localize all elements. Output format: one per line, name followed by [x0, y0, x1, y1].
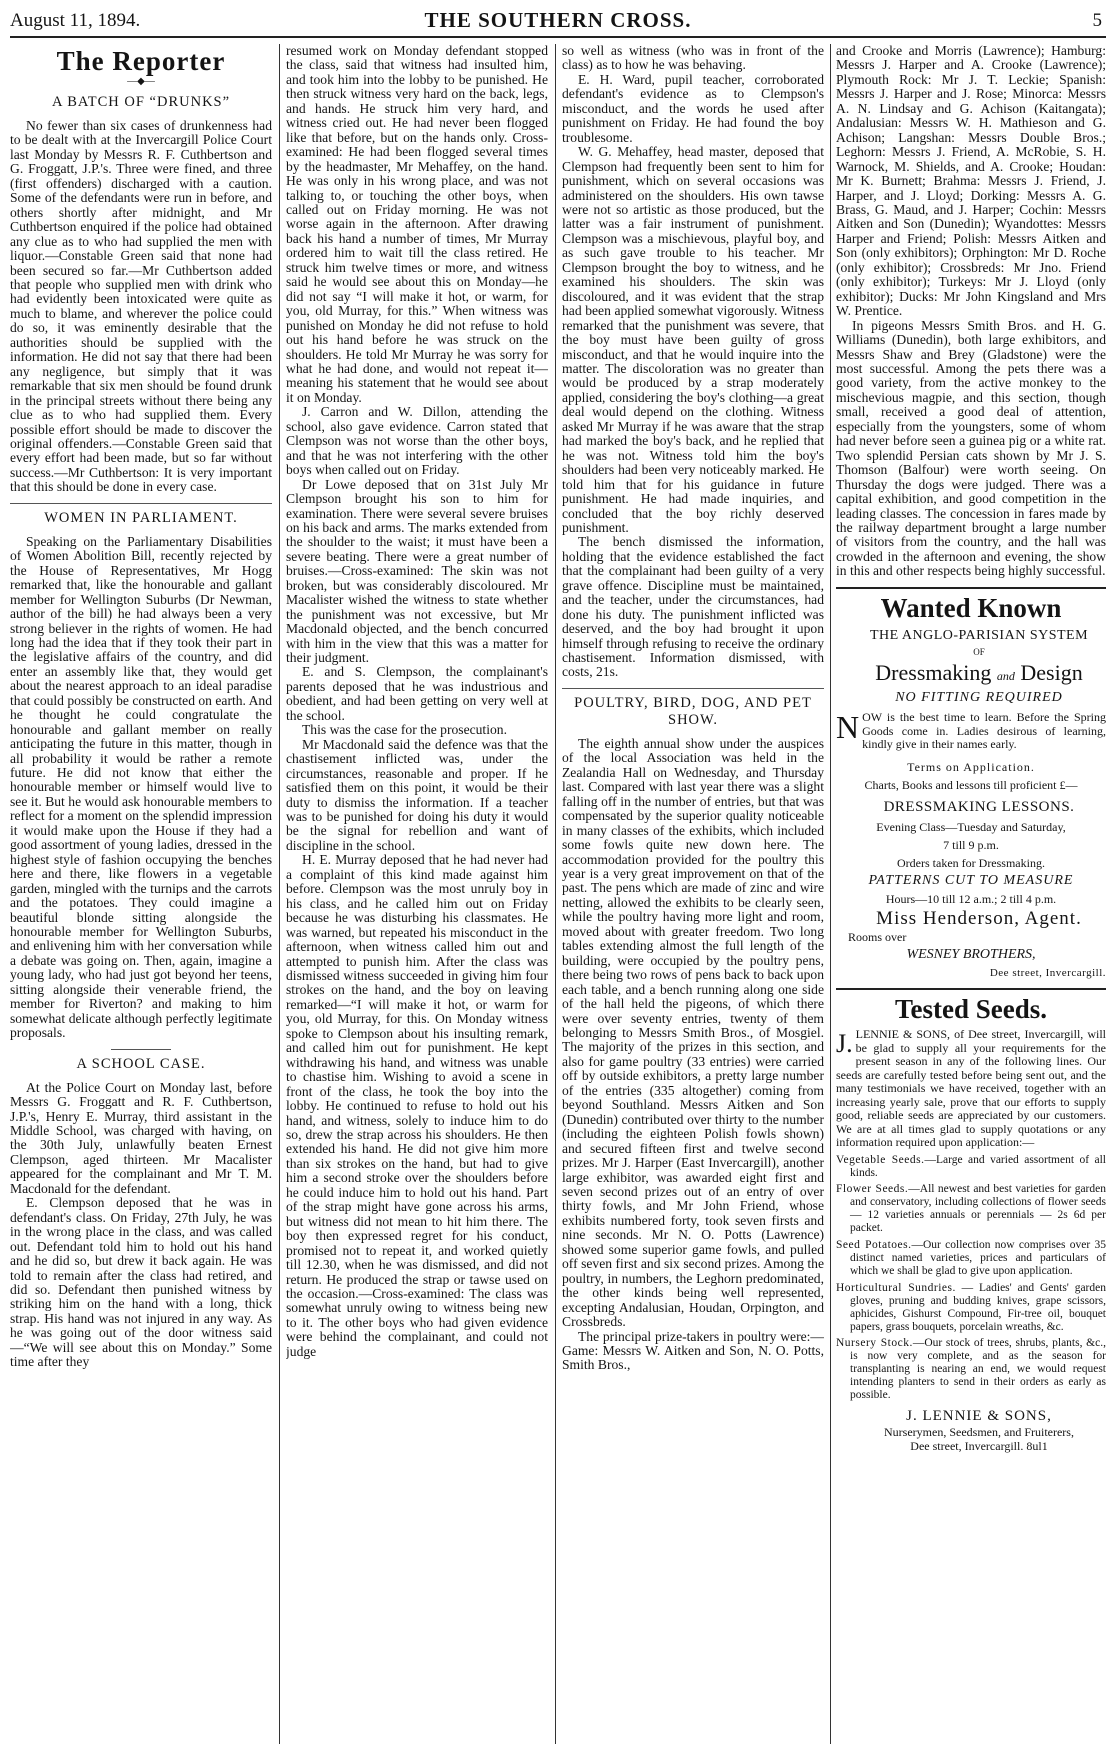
article-heading: WOMEN IN PARLIAMENT. [44, 509, 238, 526]
ad-tagline: NO FITTING REQUIRED [895, 689, 1063, 705]
ad-firm-trade: Nurserymen, Seedsmen, and Fruiterers, [884, 1424, 1074, 1439]
ad-firm-name: J. LENNIE & SONS, [906, 1407, 1052, 1424]
ad-title-and: and [996, 668, 1015, 683]
article-paragraph: At the Police Court on Monday last, before Messrs G. Froggatt and R. F. Cuthbertson, J.P.'s, Henry E. Murray, third assistant in the Middle School, was charged with having, on the 30th July, unlawfully beaten Ernest Clempson, aged thirteen. Mr Macalister appeared for the complainant and Mr T. M. Macdonald for the defendant. [10, 1079, 272, 1196]
ad-of: OF [973, 646, 985, 657]
article-heading: POULTRY, BIRD, DOG, AND PET SHOW. [574, 694, 812, 728]
newspaper-page [10, 6, 1106, 1746]
ad-terms: Terms on Application. [907, 759, 1035, 774]
ad-body [836, 711, 1106, 752]
ad-firm-street: Dee street, Invercargill. [910, 1438, 1024, 1453]
article-paragraph: The bench dismissed the information, holding that the evidence established the fact that the complainant had been guilty of a very grave offence. Discipline must be maintained, and the teacher, under the circumstances, had done his duty. The punishment inflicted was deserved, and the boy had brought it upon himself through refusing to receive the ordinary chastisement. Information dismissed, with costs, 21s. [562, 534, 824, 680]
ad-address: Dee street, Invercargill. [989, 967, 1106, 980]
seed-list-key: Seed Potatoes. [836, 1239, 912, 1252]
ad-lessons: DRESSMAKING LESSONS. [883, 798, 1075, 815]
article-paragraph: E. and S. Clempson, the complainant's parents deposed that he was industrious and obedient, and had been getting on very well at the school. [286, 664, 548, 723]
article-paragraph: Mr Macdonald said the defence was that the chastisement inflicted was, under the circumstances, reasonable and proper. If he satisfied them on this point, it would be their duty to dismiss the information. If a teacher was to be punished for doing his duty it would be the signal for rebellion and want of discipline in the school. [286, 736, 548, 853]
seed-list-value: —Our collection now comprises over 35 distinct named varieties, prices and particulars of which we shall be glad to give upon application. [850, 1239, 1106, 1277]
article-paragraph: and Crooke and Morris (Lawrence); Hamburg: Messrs J. Harper and A. Crooke (Lawrence); Plymouth Rock: Mr J. T. Leckie; Spanish: Messrs J. Harper and J. Rose; Minorca: Messrs A. N. Lindsay and G. Achison (Kaitangata); Andalusian: Messrs W. H. Mathieson and G. Achison; Langshan: Messrs Double Bros.; Leghorn: Messrs J. Friend, A. McRobie, S. H. Warnock, M. Shields, and A. Crooke; Houdan: Mr K. Burnett; Brahma: Messrs J. Friend, J. Harper, and J. Lloyd; Dorking: Messrs A. G. Brass, G. Maud, and J. Harper; Cochin: Messrs Aitken and Son (Dunedin); Wyandottes: Messrs Harper and Friend; Polish: Messrs Aitken and Son (only exhibitors); Orphington: Mr D. Roche (only exhibitor); Crossbreds: Mr Jno. Friend (only exhibitor); Turkeys: Mr J. Lloyd (only exhibitor); Ducks: Mr John Kingsland and Mrs W. Prentice. [836, 44, 1106, 319]
ad-agent: Miss Henderson, Agent. [876, 907, 1082, 929]
ad-hours: Hours—10 till 12 a.m.; 2 till 4 p.m. [885, 891, 1057, 906]
ad-patterns: PATTERNS CUT TO MEASURE [868, 872, 1074, 888]
ad-headline: Tested Seeds. [894, 994, 1048, 1025]
ad-rooms: Rooms over [848, 930, 907, 945]
column-rule [830, 44, 831, 1744]
article-paragraph: Speaking on the Parliamentary Disabilities of Women Abolition Bill, recently rejected by the House of Representatives, Mr Hogg remarked that, like the honourable and gallant member for Wellington Suburbs (Dr Newman, author of the bill) he had always been a very strong believer in the rights of women. He had long had the idea that if they took their part in the legislative affairs of the country, and did enter an assembly like that, they would get about the nearest approach to an ideal paradise that could possibly be constructed on earth. And he thought he could congratulate the honourable and gallant member on really anticipating the future in this matter, though in all probability it would be rather a remote future. He did not know that either the honourable member or himself would live to see it. But he would ask honourable members to reflect for a moment on the splendid impression it would make upon the House if they had a good assortment of young ladies, dressed in the highest style of fashion occupying the benches here and there, like flowers in a vegetable garden, mingled with the turnips and the carrots and the potatoes. They could imagine a beautiful blonde sitting alongside the honourable member for Wellington Suburbs, and enlivening him with her conversation while a debate was going on. Then, again, imagine a young lady, who had just got beyond her teens, sitting alongside their venerable friend, the member for Riverton? and making to him somewhat delicate although perfectly legitimate proposals. [10, 533, 272, 1041]
ad-orders: Orders taken for Dressmaking. [897, 855, 1045, 870]
seed-list-value: —All newest and best varieties for garden and conservatory, including collections of flower seeds — 12 varieties annuals or perennials — 2s 6d per packet. [850, 1183, 1106, 1235]
ad-code: 8ul1 [1026, 1438, 1048, 1453]
advertisement-seeds [836, 988, 1106, 1453]
seed-list-item [836, 1154, 1106, 1180]
masthead [10, 6, 1106, 38]
ad-subhead: THE ANGLO-PARISIAN SYSTEM [869, 627, 1089, 643]
ad-body [836, 1028, 1106, 1150]
seed-list-value: —Large and varied assortment of all kinds. [850, 1153, 1106, 1179]
article-paragraph: E. Clempson deposed that he was in defendant's class. On Friday, 27th July, he was in the wrong place in the class, and was called out. Defendant told him to hold out his hand and he did so, but drew it back again. He was told to remain after the class had retired, and did so. Defendant then punished witness by striking him on the hand with a long, thick strap. His hand was not injured in any way. As he was going out of the door witness said—“We will see about this on Monday.” Some time after they [10, 1195, 272, 1370]
article-paragraph: No fewer than six cases of drunkenness had to be dealt with at the Invercargill Police Court last Monday by Messrs R. F. Cuthbertson and G. Froggatt, J.P.'s. Three were fined, and three (first offenders) discharged with a caution. Some of the defendants were run in before, and others shortly after midnight, and Mr Cuthbertson enquired if the police had obtained any clue as to who had supplied the men with liquor.—Constable Green said that none had been secured so far.—Mr Cuthbertson added that people who supplied men with drink who had evidently been intoxicated were quite as much to blame, and wherever the police could do so, it was eminently desirable that the authorities should be supplied with the information. He did not say that there had been any negligence, but simply that it was remarkable that six men should be found drunk in the principal streets without there being any clue as to who had supplied them. Every possible effort should be made to discover the original offenders.—Constable Green said that every effort had been made, but so far without success.—Mr Cuthbertson: It is very important that this should be done in every case. [10, 118, 272, 495]
ad-body-text: OW is the best time to learn. Before the Spring Goods come in. Ladies desirous of learning, kindly give in their names early. [862, 710, 1106, 752]
ad-wesney: WESNEY BROTHERS, [906, 947, 1036, 963]
ad-body-text: LENNIE & SONS, of Dee street, Invercargill, will be glad to supply all your requirements for the present season in any of the following lines. Our seeds are carefully tested before being sent out, and the many testimonials we have received, together with an increasing yearly sale, prove that our efforts to supply good, reliable seeds are appreciated by our customers. We are at all times glad to supply quotations or any information required upon application:— [836, 1027, 1106, 1150]
seed-list-key: Vegetable Seeds. [836, 1153, 925, 1166]
article-paragraph: J. Carron and W. Dillon, attending the school, also gave evidence. Carron stated that Clempson was not worse than the other boys, and that he was not interfering with the other boys when called out on Friday. [286, 404, 548, 478]
seed-list [836, 1154, 1106, 1402]
ad-evening: Evening Class—Tuesday and Saturday, [876, 819, 1066, 834]
article-paragraph: W. G. Mehaffey, head master, deposed that Clempson had frequently been sent to him for punishment, which on several occasions was administered on the shoulders. His own tawse were not so artistic as those produced, but the latter was a fair instrument of punishment. Clempson was a mischievous, playful boy, and as such gave trouble to his teacher. Mr Clempson brought the boy to witness, and he examined his shoulders. The skin was discoloured, and it was evident that the strap had been applied somewhat vigorously. Witness remarked that the punishment was severe, that the boy must have been guilty of gross misconduct, and that he would inquire into the matter. The discoloration was no greater than would be produced by a strap moderately applied, considering the boy's clothing—a great deal would depend on the clothing. Witness asked Mr Murray if he was aware that the strap had marked the boy's back, and he replied that he was not. Witness told him the boy's shoulders had been very noticeably marked. He told him that for his guidance in future punishment. He had made inquiries, and concluded that the boy richly deserved punishment. [562, 144, 824, 535]
column-1 [10, 44, 272, 1744]
article-paragraph: so well as witness (who was in front of the class) as to how he was behaving. [562, 44, 824, 73]
ornament-divider: —◆— [127, 76, 155, 87]
article-paragraph: Dr Lowe deposed that on 31st July Mr Clempson brought his son to him for examination. There were several severe bruises on his back and arms. The marks extended from the shoulder to the waist; it must have been a severe beating. There were a great number of bruises.—Cross-examined: The skin was not broken, but was considerably discoloured. Mr Macalister wished the witness to state whether the punishment was not excessive, but Mr Macdonald objected, and the bench concurred with him in the view that this was a matter for their judgment. [286, 476, 548, 666]
ad-firm-address [836, 1439, 1106, 1453]
divider [10, 503, 272, 504]
column-3 [562, 44, 824, 1744]
advertisement-dressmaking [836, 587, 1106, 980]
ad-title-b: Design [1020, 659, 1083, 685]
drop-cap: N [836, 709, 860, 746]
seed-list-item [836, 1239, 1106, 1278]
ad-headline: Wanted Known [880, 592, 1062, 623]
page-number: 5 [1092, 10, 1102, 31]
drop-cap: J. [836, 1029, 853, 1059]
issue-date: August 11, 1894. [10, 10, 141, 31]
seed-list-key: Nursery Stock. [836, 1337, 913, 1350]
ad-title [836, 660, 1106, 689]
ad-charts: Charts, Books and lessons till proficient £— [864, 777, 1078, 792]
section-title: The Reporter [56, 46, 226, 76]
divider [562, 688, 824, 689]
article-paragraph: This was the case for the prosecution. [302, 722, 507, 738]
divider [111, 1049, 171, 1050]
article-paragraph: The principal prize-takers in poultry were:—Game: Messrs W. Aitken and Son, N. O. Potts, Smith Bros., [562, 1328, 824, 1373]
article-heading: A BATCH OF “DRUNKS” [51, 94, 231, 110]
article-paragraph: In pigeons Messrs Smith Bros. and H. G. Williams (Dunedin), both large exhibitors, and Messrs Shaw and Brey (Gladstone) were the most successful. Among the pets there was a good variety, from the active monkey to the mischevious magpie, and this section, though small, received a good deal of attention, especially from the youngsters, some of whom had never before seen a guinea pig or a white rat. Two splendid Persian cats shown by Mr J. S. Thomson (Balfour) were worth seeing. On Thursday the dogs were judged. There was a capital exhibition, and good competition in the leading classes. The concession in fares made by the railway department brought a large number of visitors from the country, and the hall was crowded in the afternoon and evening, the show in this and other respects being highly successful. [836, 317, 1106, 579]
seed-list-item [836, 1337, 1106, 1402]
column-4 [836, 44, 1106, 1744]
column-rule [279, 44, 280, 1744]
article-paragraph: H. E. Murray deposed that he had never had a complaint of this kind made against him before. Clempson was the most unruly boy in his class, and he called him out on Friday because he was disturbing his classmates. He was warned, but repeated his misconduct in the afternoon, when witness called him out and attempted to punish him. After the class was dismissed witness succeeded in giving him four strokes on the hand, and the boy on leaving remarked—“I will make it hot, or warm for you, old Murray, for this. On Monday witness spoke to Clempson about his insulting remark, and called him out for punishment. He kept withdrawing his hand, and witness was unable to chastise him. Wishing to avoid a scene in front of the class, he took the boy into the lobby. He continued to refuse to hold out his hand, and witness, solely to induce him to do so, drew the strap across his shoulders. He then extended his hand. He did not give him more than six strokes on the hand, but had to give him a second stroke over the shoulders before he could induce him to hold out his hand. Part of the strap might have gone across his arms, but witness did not mean to hit him there. The boy then expressed regret for his conduct, promised not to repeat it, and worked quietly till 12.30, when he was dismissed, and did not return. He produced the strap or tawse used on the occasion.—Cross-examined: The class was somewhat unruly owing to witness being new to it. The other boys who had given evidence were behind the complainant, and could not judge [286, 852, 548, 1359]
seed-list-item [836, 1183, 1106, 1235]
article-paragraph: resumed work on Monday defendant stopped the class, said that witness had insulted him, and took him into the lobby to be punished. He then struck witness very hard on the back, legs, and hands. He struck him very hard, and witness cried out. He had never been flogged like that before, but on the hands only. Cross-examined: He had been flogged several times by the headmaster, Mr Mehaffey, on the hand. He was only in his wrong place, and was not talking to, or touching the other boys, when called out on Friday morning. He was not worse again in the afternoon. After drawing back his hand a number of times, Mr Murray ordered him to wait till the class retired. He struck him twelve times or more, and witness said he would see about this on Monday—he did not say “I will make it hot, or warm, for you, old Murray, for this.” When witness was punished on Monday he did not refuse to hold out his hand before he was struck on the shoulders. He told Mr Murray he was sorry for what he had done, and would not repeat it—meaning his statement that he would see about it on Monday. [286, 44, 548, 405]
seed-list-key: Flower Seeds. [836, 1183, 909, 1196]
seed-list-key: Horticultural Sundries. [836, 1281, 956, 1294]
seed-list-item [836, 1282, 1106, 1334]
ad-title-a: Dressmaking [875, 659, 992, 685]
ad-evening-time: 7 till 9 p.m. [943, 837, 999, 852]
column-2 [286, 44, 548, 1744]
article-paragraph: E. H. Ward, pupil teacher, corroborated defendant's evidence as to Clempson's misconduct, and the words he used after punishment on Friday. He had found the boy troublesome. [562, 71, 824, 145]
seed-list-value: —Our stock of trees, shrubs, plants, &c., is now very complete, and as the season for transplanting is nearing an end, we would request intending planters to send in their orders as early as possible. [850, 1337, 1106, 1402]
seed-list-value: — Ladies' and Gents' garden gloves, pruning and budding knives, grape scissors, aphicides, Gishurst Compound, Fir-tree oil, bouquet papers, grass bouquets, porcelain wreaths, &c. [850, 1281, 1106, 1333]
paper-title: THE SOUTHERN CROSS. [424, 8, 692, 32]
column-rule [555, 44, 556, 1744]
article-paragraph: The eighth annual show under the auspices of the local Association was held in the Zealandia Hall on Wednesday, and Thursday last. Compared with last year there was a slight falling off in the number of entries, but that was compensated by the superior quality noticeable in many classes of the exhibits, which included some fowls quite new down here. The accommodation provided for the poultry this year is a very great improvement on that of the past. The pens which are made of zinc and wire netting, allowed the exhibits to be clearly seen, while the poultry having more light and room, moved about with greater freedom. Two long tables extending almost the full length of the building, were occupied by the poultry pens, there being two rows of pens back to back upon each table, and a bench running along one side of the hall held the pigeons, of which there were over seventy entries, twenty of them belonging to Messrs Smith Bros., of Mosgiel. The majority of the prizes in this section, and also for game poultry (33 entries) were carried off by outside exhibitors, a pretty large number of the entries (335 altogether) coming from beyond Southland. Messrs Aitken and Son (Dunedin) contributed over thirty to the number (including the eighteen Polish fowls shown) and secured fifteen first and twelve second prizes. Mr J. Harper (East Invercargill), another large exhibitor, was awarded eight first and seven second prizes out of an entry of over thirty fowls, and Mr John Friend, whose exhibits numbered forty, took seven firsts and nine seconds. Mr N. O. Potts (Lawrence) showed some superior game fowls, and pulled off seven first and six second prizes. Among the poultry, in numbers, the Leghorn predominated, the other kinds being well represented, excepting Andalusian, Houdan, Orpington, and Crossbreds. [562, 735, 824, 1330]
article-heading: A SCHOOL CASE. [76, 1055, 206, 1072]
